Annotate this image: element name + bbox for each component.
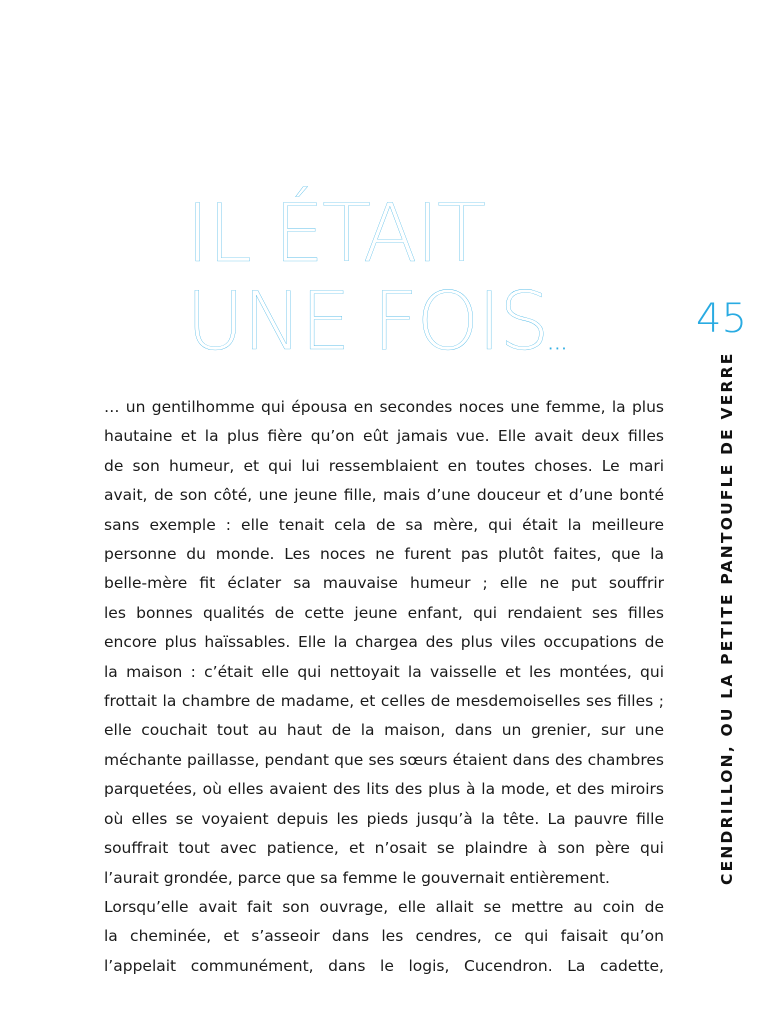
body-text <box>104 393 664 981</box>
text-line: … un gentilhomme qui épousa en secondes noces une femme, la plus <box>104 398 664 416</box>
text-line: belle-mère fit éclater sa mauvaise humeur ; elle ne put souffrir <box>104 574 664 593</box>
text-line: la cheminée, et s’asseoir dans les cendres, ce qui faisait qu’on <box>104 927 664 946</box>
heading-line-1: IL ÉTAIT <box>186 187 484 280</box>
text-line: l’appelait communément, dans le logis, Cucendron. La cadette, <box>104 956 664 975</box>
chapter-heading <box>186 187 606 388</box>
text-line: la maison : c’était elle qui nettoyait la vaisselle et les montées, qui <box>104 662 664 681</box>
text-line: Lorsqu’elle avait fait son ouvrage, elle allait se mettre au coin de <box>104 897 664 916</box>
text-line: encore plus haïssables. Elle la chargea des plus viles occupations de <box>104 633 664 652</box>
heading-line-2 <box>186 275 606 388</box>
text-line: souffrait tout avec patience, et n’osait se plaindre à son père qui <box>104 839 664 858</box>
text-line: hautaine et la plus fière qu’on eût jamais vue. Elle avait deux filles <box>104 427 664 446</box>
text-line: méchante paillasse, pendant que ses sœurs étaient dans des chambres <box>104 750 664 769</box>
text-line: parquetées, où elles avaient des lits des plus à la mode, et des miroirs <box>104 780 664 799</box>
page-number: 45 <box>696 296 747 342</box>
text-line: l’aurait grondée, parce que sa femme le gouvernait entièrement. <box>104 868 610 887</box>
text-line: les bonnes qualités de cette jeune enfant, qui rendaient ses filles <box>104 603 664 622</box>
heading-ellipsis: ... <box>547 333 568 354</box>
text-line: personne du monde. Les noces ne furent pas plutôt faites, que la <box>104 545 664 564</box>
heading-line-2-text: UNE FOIS <box>186 275 548 368</box>
text-line: de son humeur, et qui lui ressemblaient en toutes choses. Le mari <box>104 456 664 475</box>
text-line: frottait la chambre de madame, et celles de mesdemoiselles ses filles ; <box>104 692 664 711</box>
text-line: avait, de son côté, une jeune fille, mais d’une douceur et d’une bonté <box>104 486 664 505</box>
text-line: sans exemple : elle tenait cela de sa mère, qui était la meilleure <box>104 515 664 534</box>
text-line: elle couchait tout au haut de la maison, dans un grenier, sur une <box>104 721 664 740</box>
text-line: où elles se voyaient depuis les pieds jusqu’à la tête. La pauvre fille <box>104 809 664 828</box>
running-title: CENDRILLON, OU LA PETITE PANTOUFLE DE VERRE <box>718 351 736 885</box>
